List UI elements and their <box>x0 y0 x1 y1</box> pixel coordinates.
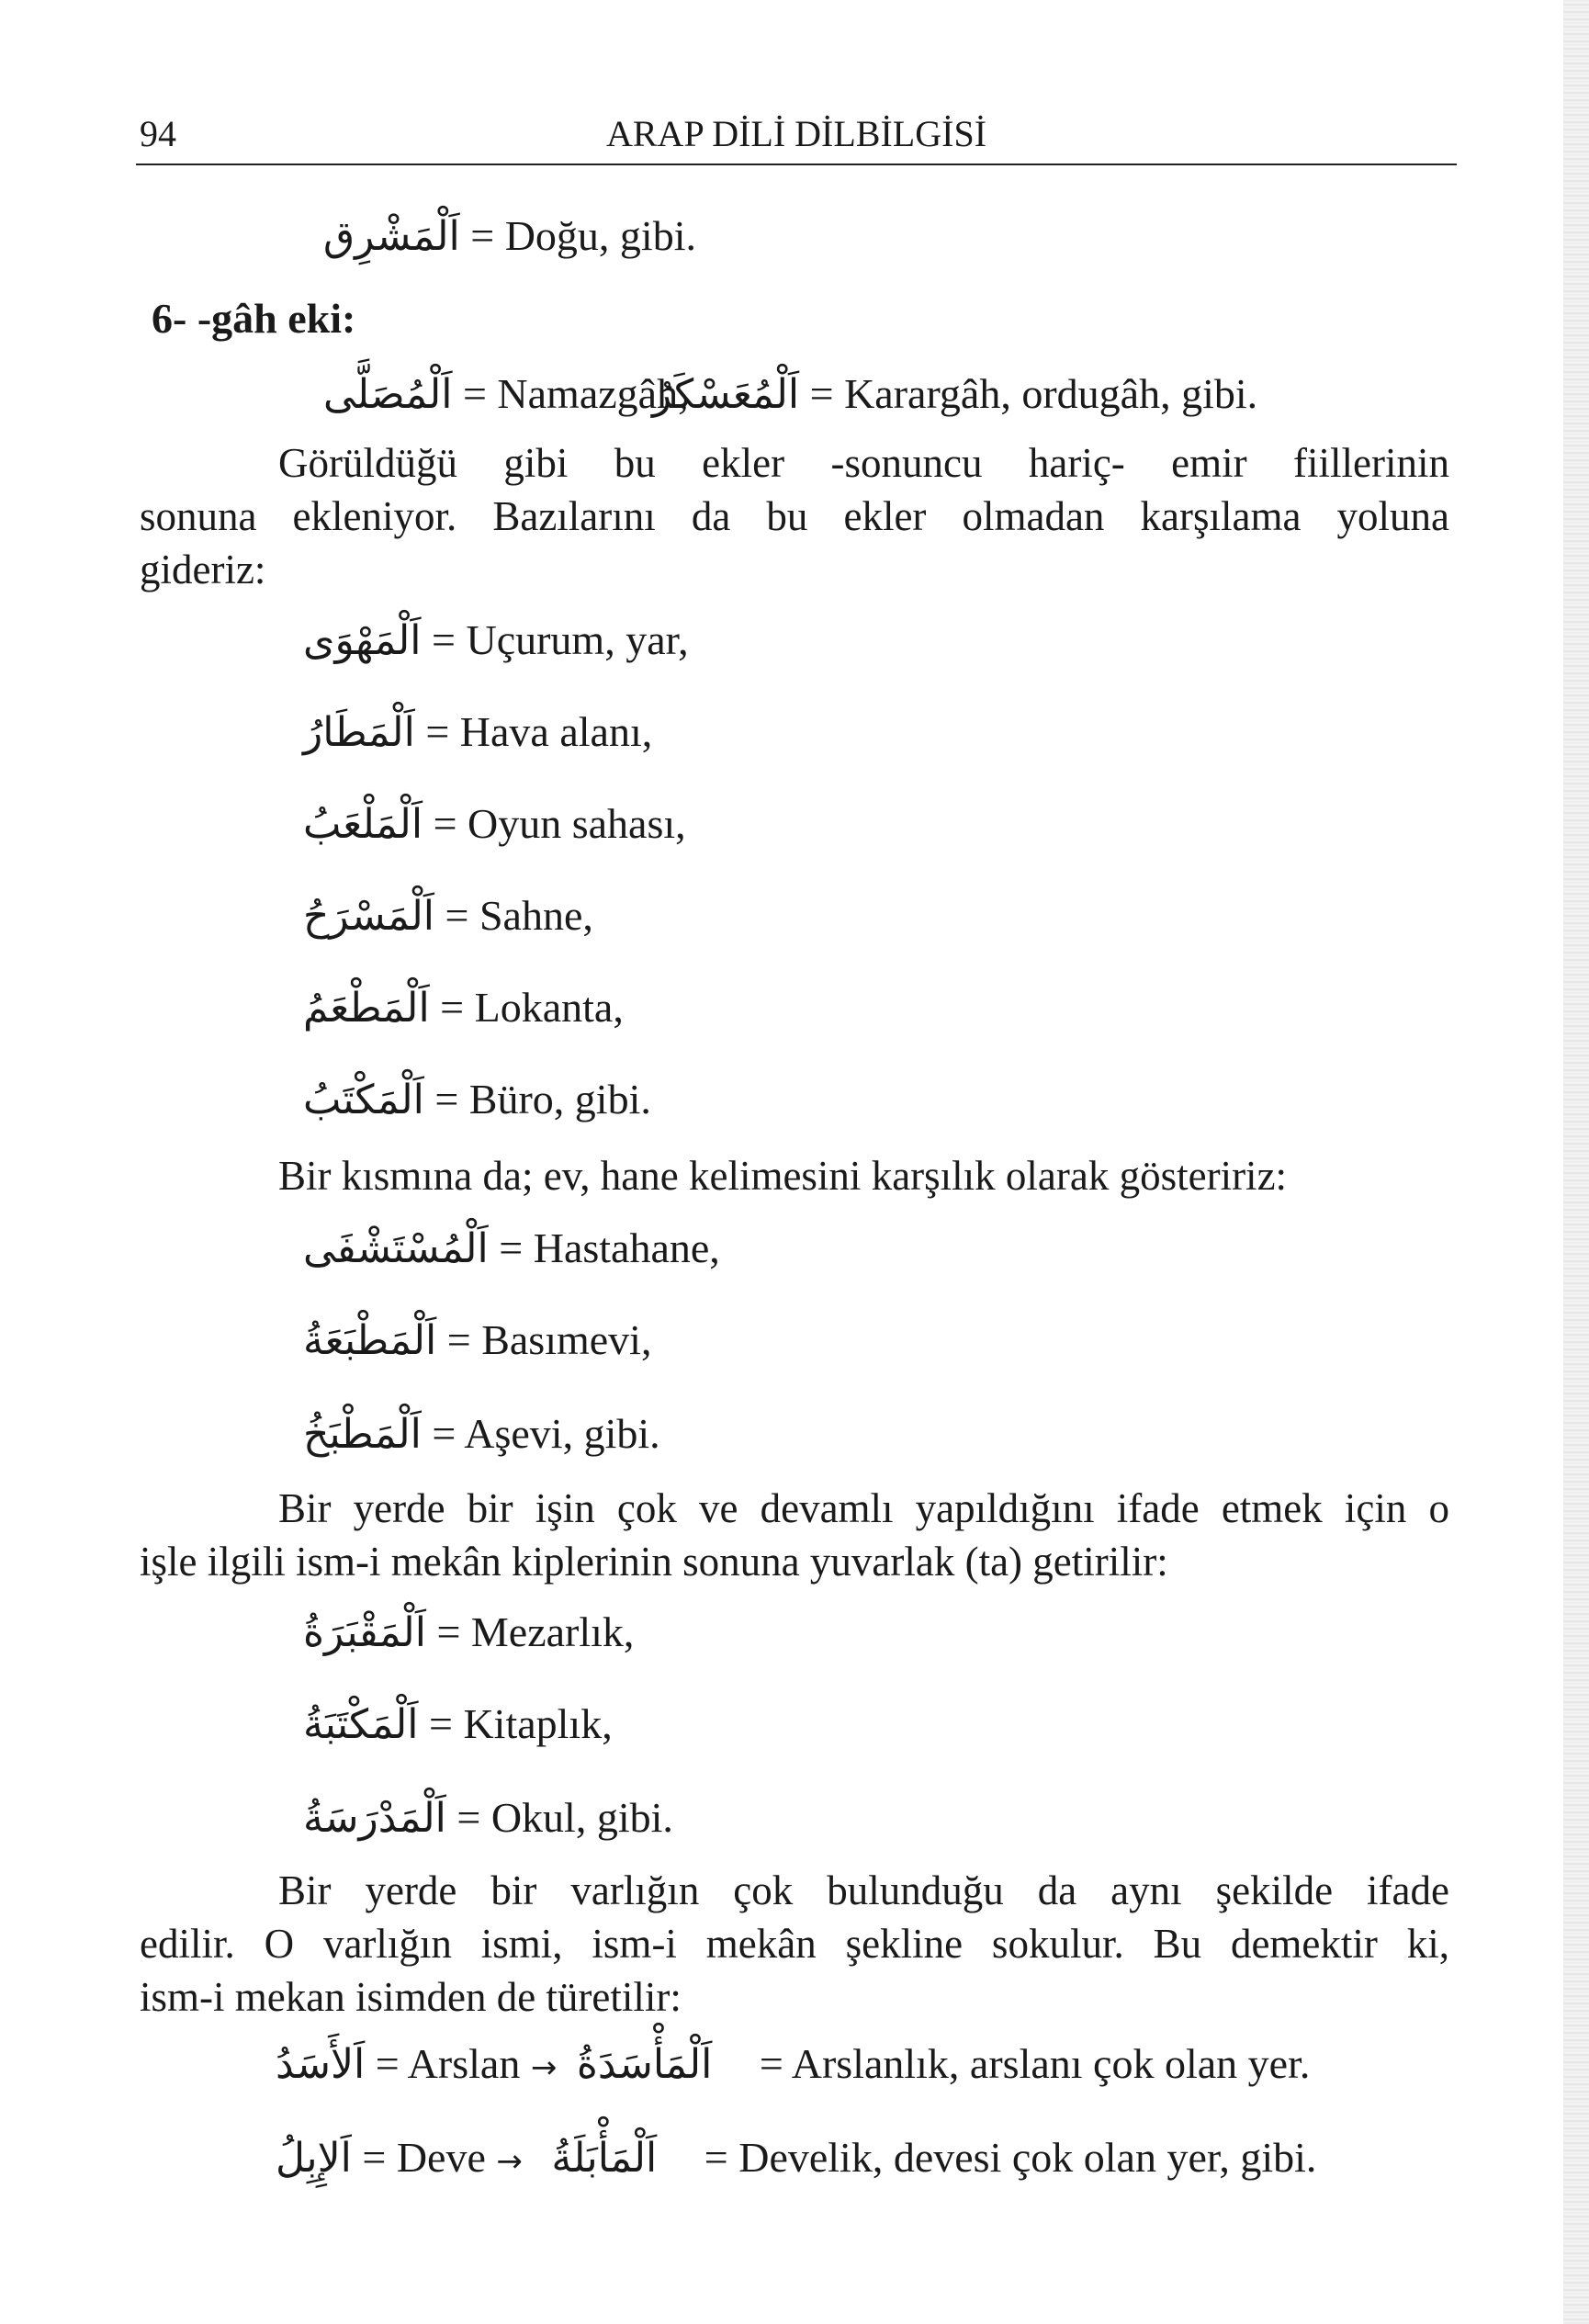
arabic-word: اَلْمَشْرِق <box>323 213 460 260</box>
arabic-word: اَلْمَطَارُ <box>303 709 415 756</box>
list-item <box>303 1077 651 1123</box>
list-item <box>303 1317 651 1364</box>
arrow-right-icon: → <box>496 2143 523 2180</box>
arabic-word: اَلْمُعَسْكَرُ <box>652 371 800 418</box>
running-title: ARAP DİLİ DİLBİLGİSİ <box>605 113 987 154</box>
arabic-word: اَلْمَسْرَحُ <box>303 893 434 940</box>
entry-mashriq <box>323 213 696 260</box>
entry-muaskar <box>652 371 1257 418</box>
arabic-word: اَلإِبِلُ <box>276 2135 352 2182</box>
translation: = Hastahane, <box>499 1224 720 1271</box>
page-edge <box>1563 0 1589 2324</box>
arabic-word: اَلْمَطْعَمُ <box>303 985 430 1032</box>
list-item <box>303 1411 660 1458</box>
arabic-word: اَلْمَكْتَبُ <box>303 1077 424 1123</box>
translation: = Deve <box>362 2134 486 2181</box>
translation: = Arslanlık, arslanı çok olan yer. <box>759 2040 1311 2087</box>
paragraph-line: işle ilgili ism-i mekân kiplerinin sonuna yuvarlak (ta) getirilir: <box>140 1539 1168 1585</box>
list-item <box>303 1701 613 1748</box>
entry-asad <box>276 2041 1310 2088</box>
translation: = Doğu, gibi. <box>470 212 696 259</box>
translation: = Hava alanı, <box>425 708 653 755</box>
entry-musalla <box>323 371 689 418</box>
translation: = Lokanta, <box>440 984 624 1031</box>
list-item <box>303 1609 634 1656</box>
arabic-word: اَلْمَطْبَخُ <box>303 1411 422 1458</box>
translation: = Develik, devesi çok olan yer, gibi. <box>704 2134 1317 2181</box>
section-heading: 6- -gâh eki: <box>152 295 356 342</box>
list-item <box>303 801 686 848</box>
arabic-word: اَلْمَهْوَى <box>303 617 422 664</box>
translation: = Karargâh, ordugâh, gibi. <box>809 370 1258 417</box>
arabic-word: اَلْمَطْبَعَةُ <box>303 1317 437 1364</box>
arabic-word: اَلْمَلْعَبُ <box>303 801 423 848</box>
paragraph-line: Görüldüğü gibi bu ekler -sonuncu hariç- emir fiillerinin <box>278 440 1449 486</box>
translation: = Uçurum, yar, <box>432 616 689 663</box>
arabic-word: اَلْمَدْرَسَةُ <box>303 1795 446 1842</box>
arabic-word: اَلْمَقْبَرَةُ <box>303 1609 426 1656</box>
list-item <box>303 1225 720 1272</box>
paragraph-line: Bir kısmına da; ev, hane kelimesini karşılık olarak gösteririz: <box>278 1153 1288 1199</box>
arabic-word: اَلْمُصَلَّى <box>323 371 453 418</box>
page-header <box>136 108 1457 165</box>
list-item <box>303 1795 673 1842</box>
list-item <box>303 709 652 756</box>
arabic-word: اَلْمَكْتَبَةُ <box>303 1701 419 1748</box>
arabic-word: اَلْمَأْبَلَةُ <box>551 2135 658 2182</box>
arabic-word: اَلأَسَدُ <box>276 2041 366 2088</box>
entry-ibil <box>276 2135 1316 2182</box>
paragraph-line: ism-i mekan isimden de türetilir: <box>140 1974 682 2020</box>
paragraph-line: gideriz: <box>140 547 266 592</box>
translation: = Arslan <box>375 2040 521 2087</box>
translation: = Mezarlık, <box>436 1608 635 1655</box>
paragraph-line: Bir yerde bir işin çok ve devamlı yapıldığını ifade etmek için o <box>278 1485 1449 1531</box>
arabic-word: اَلْمُسْتَشْفَى <box>303 1225 489 1272</box>
translation: = Büro, gibi. <box>434 1076 651 1123</box>
translation: = Okul, gibi. <box>456 1794 673 1841</box>
translation: = Aşevi, gibi. <box>432 1410 660 1457</box>
translation: = Oyun sahası, <box>433 800 686 847</box>
translation: = Namazgâh, <box>462 370 689 417</box>
translation: = Kitaplık, <box>429 1700 613 1747</box>
list-item <box>303 893 593 940</box>
arrow-right-icon: → <box>530 2049 558 2086</box>
page-number: 94 <box>140 113 176 154</box>
paragraph-line: Bir yerde bir varlığın çok bulunduğu da aynı şekilde ifade <box>278 1867 1449 1913</box>
paragraph-line: edilir. O varlığın ismi, ism-i mekân şekline sokulur. Bu demektir ki, <box>140 1921 1449 1967</box>
translation: = Basımevi, <box>446 1316 652 1363</box>
paragraph-line: sonuna ekleniyor. Bazılarını da bu ekler olmadan karşılama yoluna <box>140 493 1449 539</box>
arabic-word: اَلْمَأْسَدَةُ <box>576 2041 713 2088</box>
translation: = Sahne, <box>445 892 593 939</box>
list-item <box>303 985 624 1032</box>
list-item <box>303 617 689 664</box>
